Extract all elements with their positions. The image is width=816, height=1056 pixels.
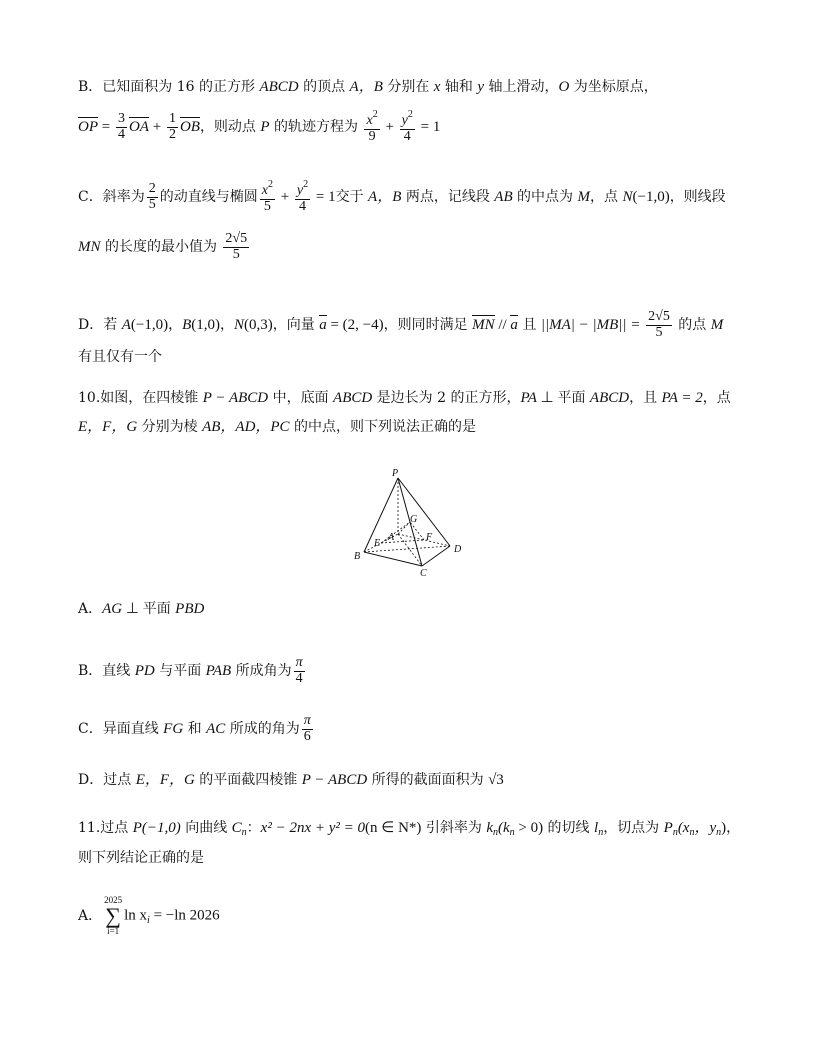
label-e: E [374, 538, 381, 549]
fraction-y2-over-4: $\frac{y^2}{4}$ [401, 109, 413, 144]
fraction-x2-over-9: $\frac{x^2}{9}$ [366, 109, 378, 144]
q9-option-d-line2: 有且仅有一个 [78, 349, 162, 365]
q9-option-b-line2: OP = $\frac{3}{4}$ OA + $\frac{1}{2}$ OB，则动点 P 的轨迹方程为 $\frac{x^2}{9}$ + $\frac{y^2}{4}$ = 1 [78, 109, 441, 144]
fraction-three-quarters: $\frac{3}{4}$ [117, 111, 125, 142]
q9-option-c-line2: MN 的长度的最小值为 $\frac{2√5}{5}$ [78, 231, 248, 262]
pyramid-figure [350, 466, 470, 578]
label-p: P [392, 468, 399, 479]
q9-option-d-line1: D．若 A(−1,0)，B(1,0)，N(0,3)，向量 a = (2, −4)，则同时满足 MN // a 且 ||MA| − |MB|| = $\frac{2√5}{5}$ 的点 M [78, 309, 724, 340]
fraction-y2-over-4: $\frac{y^2}{4}$ [296, 179, 309, 214]
q10-stem-line2: E，F，G 分别为棱 AB，AD，PC 的中点，则下列说法正确的是 [78, 419, 477, 435]
q10-option-c: C．异面直线 FG 和 AC 所成的角为 $\frac{\pi}{6}$ [78, 713, 311, 744]
q10-stem-line1: 10.如图，在四棱锥 P − ABCD 中，底面 ABCD 是边长为 2 的正方形，PA ⊥ 平面 ABCD，且 PA = 2，点 [78, 390, 731, 406]
fraction-two-root-five-over-five: $\frac{2√5}{5}$ [225, 231, 248, 262]
fraction-pi-over-four: $\frac{\pi}{4}$ [295, 655, 303, 686]
summation: 2025 ∑ i=1 [104, 895, 123, 936]
label-c: C [420, 568, 427, 578]
q9-option-c-line1: C．斜率为 $\frac{2}{5}$ 的动直线与椭圆 $\frac{x^2}{5}$ + $\frac{y^2}{4}$ = 1交于 A，B 两点，记线段 AB 的中点为 M，点 N(−1,0)，则线段 [78, 179, 726, 214]
q10-option-d: D．过点 E，F，G 的平面截四棱锥 P − ABCD 所得的截面面积为 √3 [78, 772, 504, 788]
fraction-two-root-five-over-five: $\frac{2√5}{5}$ [648, 309, 670, 340]
label-a: A [388, 532, 395, 543]
label-g: G [410, 514, 418, 525]
q11-option-a: A． 2025 ∑ i=1 $\ln x_i = -\ln$ 2026 [78, 895, 220, 936]
q10-option-b: B．直线 PD 与平面 PAB 所成角为 $\frac{\pi}{4}$ [78, 655, 303, 686]
q9-option-b-line1: B．已知面积为 16 的正方形 ABCD 的顶点 A，B 分别在 x 轴和 y 轴上滑动，O 为坐标原点， [78, 79, 658, 95]
q11-stem-line1: 11.过点 P(−1,0) 向曲线 $C_n$：x² − 2nx + y² = 0(n ∈ N*) 引斜率为 $k_n(k_n > 0)$ 的切线 $l_n$，切点为 $P_n(x_n$，$y_n$)， [78, 820, 741, 838]
fraction-pi-over-six: $\frac{\pi}{6}$ [303, 713, 311, 744]
label-f: F [426, 532, 433, 543]
label-d: D [454, 544, 462, 555]
label-b: B [354, 551, 361, 562]
fraction-x2-over-5: $\frac{x^2}{5}$ [261, 179, 273, 214]
q10-option-a: A．AG ⊥ 平面 PBD [78, 601, 205, 617]
q11-stem-line2: 则下列结论正确的是 [78, 850, 204, 866]
fraction-one-half: $\frac{1}{2}$ [168, 111, 176, 142]
fraction-two-fifths: $\frac{2}{5}$ [148, 181, 156, 212]
